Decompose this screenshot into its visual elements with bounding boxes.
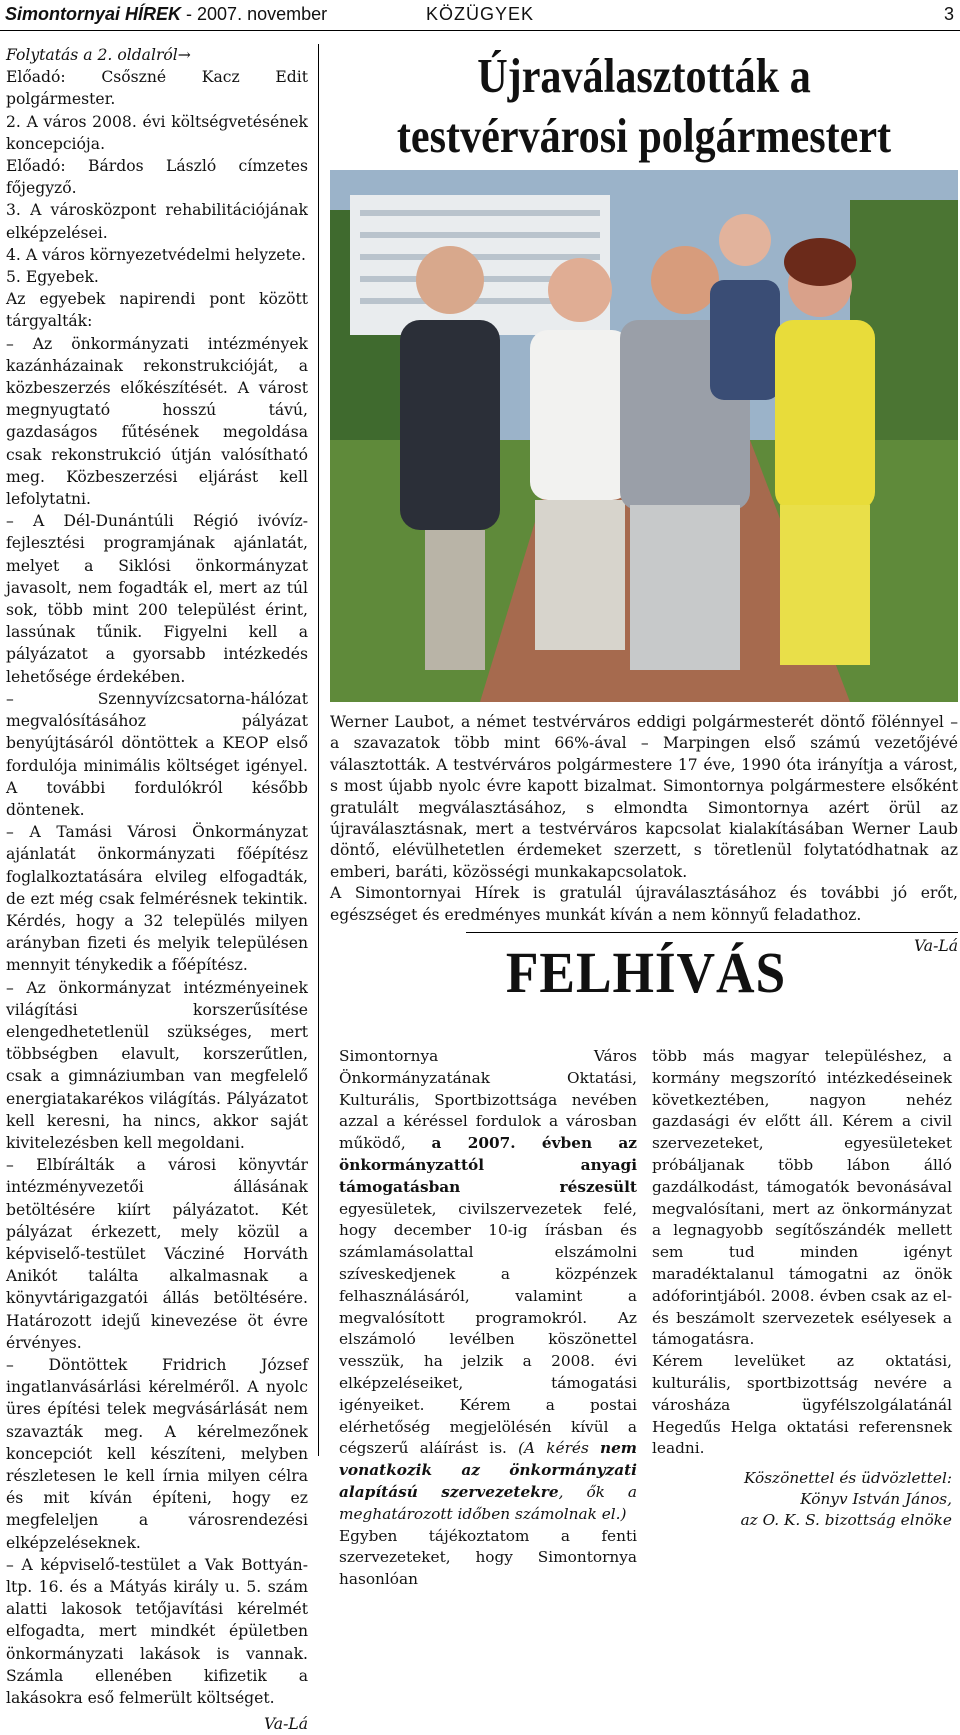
page-header xyxy=(0,0,960,31)
paragraph: – Az önkormányzati intézmények kazánházainak rekonstrukcióját, a közbeszerzés előkészítését. A várost megnyugtató hosszú távú, gazdaságos fűtésének megoldása csak rekonstrukció útján valósítható meg. Közbeszerzési eljárást kell lefolytatni. xyxy=(6,334,308,509)
paragraph: – Elbírálták a városi könyvtár intézményvezetői állásának betöltésére kiírt pályázatot. Két pályázat érkezett, mely közül a képviselő-testület Vácziné Horváth Anikót találta alkalmasnak a könyvtárigazgatói állás betöltésére. Határozott idejű kinevezése öt évre érvényes. xyxy=(6,1156,308,1352)
left-column xyxy=(6,44,308,1735)
paragraph: 5. Egyebek. xyxy=(6,268,99,287)
notice-bold: a 2007. évben az önkormányzattól anyagi támogatásban részesült xyxy=(339,1134,637,1196)
paragraph: 3. A városközpont rehabilitációjának elképzelései. xyxy=(6,201,308,242)
photo-caption xyxy=(330,712,958,957)
continued-note: Folytatás a 2. oldalról→ xyxy=(6,46,191,64)
article-signature: Va-Lá xyxy=(913,937,958,956)
group-photo xyxy=(330,170,958,702)
closing-line: az O. K. S. bizottság elnöke xyxy=(740,1511,952,1530)
caption-paragraph: A Simontornyai Hírek is gratulál újraválasztásához és további jó erőt, egészséget és eredményes munkát kíván a nem könnyű feladathoz. xyxy=(330,884,958,924)
author-signature: Va-Lá xyxy=(263,1715,308,1734)
notice-text: Simontornya Város Önkormányzatának Oktatási, Kulturális, Sportbizottsága nevében azzal a kéréssel fordulok a városban működő, xyxy=(339,1047,637,1153)
paragraph: – A Dél-Dunántúli Régió ivóvíz-fejlesztési programjának ajánlatát, melyet a Siklósi önkormányzat javasolt, nem fogadták el, mert az túl sok, több mint 200 települést érint, lassúnak tűnik. Figyelni kell a pályázatot a gyorsabb intézkedés lehetősége érdekében. xyxy=(6,512,308,686)
notice-italic: (A kérés xyxy=(518,1439,600,1458)
photo-illustration xyxy=(330,170,958,702)
paragraph: – Szennyvízcsatorna-hálózat megvalósításához pályázat benyújtásáról döntöttek a KEOP első fordulója minimális költséget igényel. A további fordulókról később döntenek. xyxy=(6,689,308,819)
notice-text: egyesületek, civilszervezetek felé, hogy december 10-ig írásban és számlamásolattal elszámolni szíveskedjenek a közpénzek felhasználásáról, valamint a megvalósított programokról. Az elszámoló levélben köszönettel vesszük, ha jelzik a 2008. évi elképzeléseiket, támogatási igényeiket. Kérem a postai elérhetőség megjelölésén kívül a cégszerű aláírást is. xyxy=(339,1199,637,1458)
paragraph: – A képviselő-testület a Vak Bottyán-ltp. 16. és a Mátyás király u. 5. szám alatti lakosok tetőjavítási kérelmét elfogadta, mert mindkét épületben önkormányzati lakások is vannak. Számla ellenében kifizetik a lakásokra eső felmerült költséget. xyxy=(6,1555,308,1708)
title-line: Újraválasztották a xyxy=(477,48,811,103)
notice-column-2 xyxy=(652,1046,952,1531)
article-title xyxy=(372,46,916,166)
paragraph: Előadó: Bárdos László címzetes főjegyző. xyxy=(6,157,308,198)
notice-title: FELHÍVÁS xyxy=(505,940,787,1005)
notice-closing xyxy=(652,1468,952,1531)
notice-column-1 xyxy=(339,1046,637,1591)
paragraph: 2. A város 2008. évi költségvetésének koncepciója. xyxy=(6,112,308,153)
title-line: testvérvárosi polgármestert xyxy=(396,108,892,163)
paragraph: Az egyebek napirendi pont között tárgyalták: xyxy=(6,290,308,331)
paper-name: Simontornyai HÍREK xyxy=(5,4,182,24)
notice-rule xyxy=(466,932,958,933)
section-title: KÖZÜGYEK xyxy=(425,4,535,24)
notice-italic: , ők a meghatározott időben számolnak el.) xyxy=(339,1482,638,1523)
caption-paragraph: Werner Laubot, a német testvérváros eddigi polgármesterét döntő fölénnyel – a szavazatok több mint 66%-ával – Marpingen első számú vezetőjévé választották. A testvérváros polgármestere 17 éve, 1990 óta irányítja a várost, s most újabb nyolc évre kapott bizalmat. Simontornya polgármestere elsőként gratulált megválasztásához, s elmondta Simontornya azért örül az újraválasztásnak, mert a testvérváros kapcsolat kialakításában Werner Laub döntő, elévülhetetlen érdemeket szerzett, s töretlenül folytatódhatnak az emberi, baráti, közösségi munkakapcsolatok. xyxy=(330,713,958,881)
page-number: 3 xyxy=(943,4,954,24)
notice-paragraph xyxy=(339,1046,637,1526)
paragraph: – A Tamási Városi Önkormányzat ajánlatát önkormányzati főépítész foglalkoztatására elvileg elfogadták, de ezt még csak felmérésnek tekintik. Kérdés, hogy a 32 település milyen arányban fizeti és melyik településen mennyit ténykedik a főépítész. xyxy=(6,823,308,975)
notice-paragraph: Egyben tájékoztatom a fenti szervezeteket, hogy Simontornya hasonlóan xyxy=(339,1526,637,1589)
paragraph: Előadó: Csőszné Kacz Edit polgármester. xyxy=(6,68,308,109)
notice-bold-italic: nem vonatkozik az önkormányzati alapítású szervezetekre xyxy=(339,1439,637,1501)
paragraph: 4. A város környezetvédelmi helyzete. xyxy=(6,245,306,264)
notice-paragraph: Kérem levelüket az oktatási, kulturális, sportbizottság nevére a városháza ügyfélszolgálatánál Hegedűs Helga oktatási referensnek leadni. xyxy=(652,1352,952,1458)
closing-line: Köszönettel és üdvözlettel: xyxy=(743,1469,952,1488)
notice-paragraph: több más magyar településhez, a kormány megszorító intézkedéseinek következtében, nagyon nehéz gazdasági év előtt áll. Kérem a civil szervezeteket, egyesületeket próbáljanak több lábon álló gazdálkodást, támogatók bevonásával megvalósítani, mert az önkormányzat a legnagyobb segítőszándék mellett sem tud minden igényt maradéktalanul támogatni az önök adóforintjából. 2008. évben csak az el- és beszámolt szervezetek esélyesek a támogatásra. xyxy=(652,1047,952,1349)
paragraph: – Döntöttek Fridrich József ingatlanvásárlási kérelméről. A nyolc üres építési telek megvásárlását nem szavazták meg. A kérelmezőnek koncepciót kell készíteni, melyben részletesen le kell írnia milyen célra és mit kíván építeni, hogy ez megfeleljen a városrendezési elképzeléseknek. xyxy=(6,1355,308,1552)
issue-date: - 2007. november xyxy=(181,4,328,24)
paragraph: – Az önkormányzat intézményeinek világítási korszerűsítése elengedhetetlenül szükséges, mert többségben elavult, korszerűtlen, csak a gimnáziumban van megfelelő energiatakarékos világítás. Pályázatot kell keresni, ha nincs, akkor saját kivitelezésben kell megoldani. xyxy=(6,978,308,1152)
column-divider xyxy=(318,44,319,1456)
closing-line: Könyv István János, xyxy=(800,1490,952,1509)
